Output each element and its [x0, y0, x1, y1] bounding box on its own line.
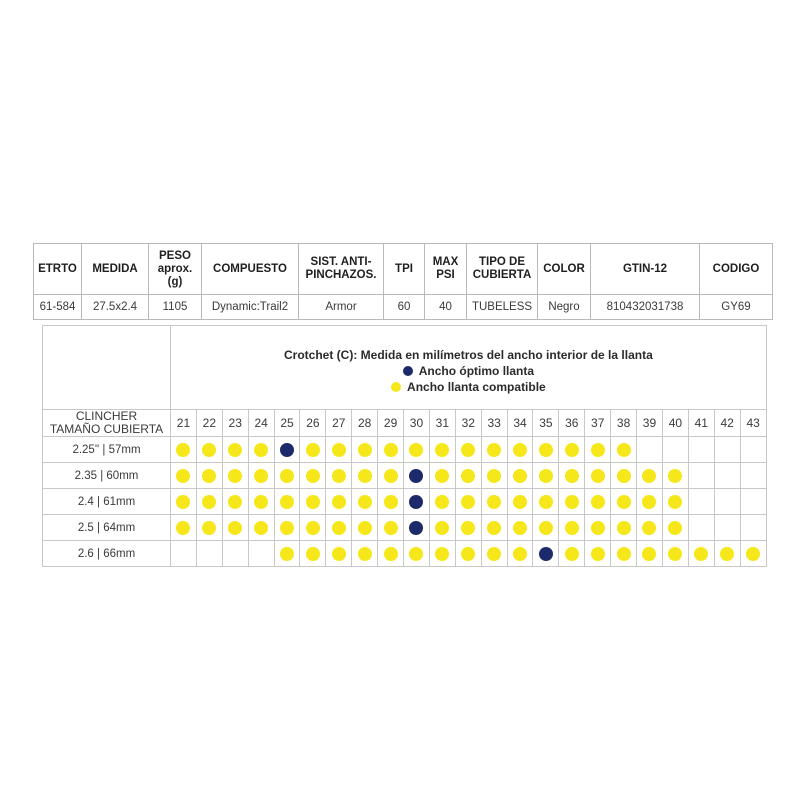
- compatible-width-dot: [176, 469, 190, 483]
- compat-cell: [196, 515, 222, 541]
- compat-cell: [455, 437, 481, 463]
- legend-cell: [171, 326, 767, 410]
- rim-width-header: 35: [533, 410, 559, 437]
- compatible-width-dot: [202, 443, 216, 457]
- compat-cell: [300, 515, 326, 541]
- compat-cell: [248, 541, 274, 567]
- compat-cell: [533, 437, 559, 463]
- rim-compatibility-grid: [42, 325, 767, 567]
- spec-value: GY69: [700, 295, 773, 320]
- tire-size-label: 2.35 | 60mm: [43, 463, 171, 489]
- spec-header: PESO aprox. (g): [149, 244, 202, 295]
- compat-cell: [559, 463, 585, 489]
- width-header-row: [43, 410, 767, 437]
- tire-size-label: TAMAÑO CUBIERTA: [49, 422, 164, 436]
- tire-size-label: 2.6 | 66mm: [43, 541, 171, 567]
- compat-cell: [196, 541, 222, 567]
- spec-header-row: [34, 244, 773, 295]
- compat-cell: [171, 515, 197, 541]
- compatible-width-dot: [617, 547, 631, 561]
- compat-cell: [171, 437, 197, 463]
- compat-cell: [300, 463, 326, 489]
- optimal-width-dot: [409, 495, 423, 509]
- compatible-width-dot: [668, 547, 682, 561]
- tire-size-row: [43, 463, 767, 489]
- spec-header: COMPUESTO: [202, 244, 299, 295]
- compat-cell: [300, 489, 326, 515]
- navy-dot-icon: [403, 366, 413, 376]
- optimal-width-dot: [539, 547, 553, 561]
- compat-cell: [222, 541, 248, 567]
- compatible-width-dot: [487, 547, 501, 561]
- compat-cell: [274, 489, 300, 515]
- compatible-width-dot: [358, 443, 372, 457]
- compat-cell: [533, 463, 559, 489]
- compatible-width-dot: [591, 469, 605, 483]
- compat-cell: [171, 489, 197, 515]
- rim-width-header: 38: [611, 410, 637, 437]
- compat-cell: [326, 489, 352, 515]
- spec-header: SIST. ANTI- PINCHAZOS.: [299, 244, 384, 295]
- rim-width-header: 33: [481, 410, 507, 437]
- compat-cell: [637, 541, 663, 567]
- compatible-width-dot: [435, 547, 449, 561]
- compatible-width-dot: [228, 469, 242, 483]
- compatible-width-dot: [384, 547, 398, 561]
- compat-cell: [714, 541, 740, 567]
- compat-cell: [740, 489, 766, 515]
- compatible-width-dot: [435, 469, 449, 483]
- compatible-width-dot: [513, 443, 527, 457]
- compat-cell: [507, 541, 533, 567]
- compat-cell: [533, 489, 559, 515]
- compat-cell: [300, 541, 326, 567]
- compatible-width-dot: [358, 547, 372, 561]
- compat-cell: [585, 541, 611, 567]
- compat-cell: [196, 489, 222, 515]
- compat-cell: [352, 437, 378, 463]
- spec-value: 60: [384, 295, 425, 320]
- compatible-width-dot: [487, 443, 501, 457]
- compatible-width-dot: [487, 495, 501, 509]
- compat-cell: [740, 541, 766, 567]
- compatible-width-dot: [254, 521, 268, 535]
- compatible-width-dot: [435, 443, 449, 457]
- compat-cell: [171, 463, 197, 489]
- compat-cell: [455, 463, 481, 489]
- compat-cell: [559, 489, 585, 515]
- spec-value: Armor: [299, 295, 384, 320]
- tire-size-row: [43, 489, 767, 515]
- legend-optimal-label: Ancho óptimo llanta: [418, 364, 535, 378]
- compat-cell: [481, 515, 507, 541]
- compat-cell: [248, 489, 274, 515]
- compat-cell: [637, 437, 663, 463]
- compat-cell: [714, 515, 740, 541]
- rim-width-header: 43: [740, 410, 766, 437]
- spec-value: 61-584: [34, 295, 82, 320]
- rim-width-header: 39: [637, 410, 663, 437]
- compat-cell: [611, 463, 637, 489]
- spec-header: CODIGO: [700, 244, 773, 295]
- compatible-width-dot: [384, 521, 398, 535]
- optimal-width-dot: [409, 521, 423, 535]
- compatible-width-dot: [306, 495, 320, 509]
- legend-row: [43, 326, 767, 410]
- optimal-width-dot: [409, 469, 423, 483]
- compatible-width-dot: [461, 443, 475, 457]
- compatible-width-dot: [668, 521, 682, 535]
- spec-header: COLOR: [538, 244, 591, 295]
- compatible-width-dot: [617, 443, 631, 457]
- compatible-width-dot: [384, 443, 398, 457]
- compat-cell: [352, 515, 378, 541]
- compatible-width-dot: [332, 443, 346, 457]
- compatible-width-dot: [332, 547, 346, 561]
- compat-cell: [404, 489, 430, 515]
- compatible-width-dot: [513, 469, 527, 483]
- rim-width-header: 22: [196, 410, 222, 437]
- rim-width-header: 28: [352, 410, 378, 437]
- compatible-width-dot: [591, 495, 605, 509]
- compat-cell: [585, 515, 611, 541]
- compat-cell: [637, 489, 663, 515]
- compat-cell: [326, 463, 352, 489]
- compat-cell: [300, 437, 326, 463]
- rim-width-header: 36: [559, 410, 585, 437]
- compat-cell: [404, 515, 430, 541]
- spec-header: ETRTO: [34, 244, 82, 295]
- spec-header: TPI: [384, 244, 425, 295]
- compat-cell: [662, 541, 688, 567]
- compat-cell: [481, 489, 507, 515]
- spec-table: [33, 243, 773, 320]
- compatible-width-dot: [358, 495, 372, 509]
- compatible-width-dot: [176, 521, 190, 535]
- rim-width-header: 26: [300, 410, 326, 437]
- compat-cell: [378, 489, 404, 515]
- compat-cell: [429, 515, 455, 541]
- compat-cell: [455, 515, 481, 541]
- compatible-width-dot: [642, 469, 656, 483]
- compatible-width-dot: [668, 469, 682, 483]
- compatible-width-dot: [513, 521, 527, 535]
- compat-cell: [274, 541, 300, 567]
- compatible-width-dot: [513, 547, 527, 561]
- rim-width-header: 27: [326, 410, 352, 437]
- compat-cell: [740, 437, 766, 463]
- compat-cell: [611, 489, 637, 515]
- grid-corner: [43, 326, 171, 410]
- compatible-width-dot: [306, 547, 320, 561]
- compat-cell: [222, 489, 248, 515]
- tire-size-row: [43, 437, 767, 463]
- compatible-width-dot: [202, 521, 216, 535]
- compat-cell: [404, 437, 430, 463]
- compat-cell: [533, 541, 559, 567]
- compatible-width-dot: [306, 443, 320, 457]
- spec-value: 810432031738: [591, 295, 700, 320]
- compat-cell: [688, 515, 714, 541]
- compatible-width-dot: [228, 521, 242, 535]
- compat-cell: [352, 541, 378, 567]
- compatible-width-dot: [539, 469, 553, 483]
- compatible-width-dot: [565, 495, 579, 509]
- compatible-width-dot: [539, 495, 553, 509]
- compat-cell: [585, 437, 611, 463]
- compat-cell: [740, 463, 766, 489]
- compatible-width-dot: [202, 495, 216, 509]
- compatible-width-dot: [746, 547, 760, 561]
- compat-cell: [222, 463, 248, 489]
- compat-cell: [688, 489, 714, 515]
- spec-value: 27.5x2.4: [82, 295, 149, 320]
- compatible-width-dot: [228, 443, 242, 457]
- compat-cell: [611, 437, 637, 463]
- compat-cell: [455, 489, 481, 515]
- compat-cell: [481, 437, 507, 463]
- compatible-width-dot: [668, 495, 682, 509]
- compatible-width-dot: [487, 469, 501, 483]
- spec-header: MAX PSI: [425, 244, 467, 295]
- compat-cell: [585, 463, 611, 489]
- compat-cell: [196, 437, 222, 463]
- compatible-width-dot: [384, 469, 398, 483]
- compatible-width-dot: [539, 443, 553, 457]
- tire-size-label: 2.5 | 64mm: [43, 515, 171, 541]
- compatible-width-dot: [176, 495, 190, 509]
- spec-value: Dynamic:Trail2: [202, 295, 299, 320]
- rim-width-header: 29: [378, 410, 404, 437]
- compat-cell: [559, 437, 585, 463]
- rim-width-header: 37: [585, 410, 611, 437]
- compatible-width-dot: [280, 469, 294, 483]
- rim-width-header: 34: [507, 410, 533, 437]
- compat-cell: [559, 515, 585, 541]
- compat-cell: [714, 437, 740, 463]
- compatible-width-dot: [358, 521, 372, 535]
- compat-cell: [248, 437, 274, 463]
- compat-cell: [688, 541, 714, 567]
- compatible-width-dot: [487, 521, 501, 535]
- compatible-width-dot: [513, 495, 527, 509]
- compatible-width-dot: [202, 469, 216, 483]
- compat-cell: [352, 489, 378, 515]
- compatible-width-dot: [254, 495, 268, 509]
- compatible-width-dot: [280, 547, 294, 561]
- compatible-width-dot: [565, 443, 579, 457]
- legend-compatible-label: Ancho llanta compatible: [407, 380, 546, 394]
- compat-cell: [637, 463, 663, 489]
- spec-header: TIPO DE CUBIERTA: [467, 244, 538, 295]
- rim-width-header: 40: [662, 410, 688, 437]
- compat-cell: [688, 437, 714, 463]
- compatible-width-dot: [617, 495, 631, 509]
- rim-width-header: 42: [714, 410, 740, 437]
- compatible-width-dot: [642, 495, 656, 509]
- spec-value-row: [34, 295, 773, 320]
- compatible-width-dot: [642, 547, 656, 561]
- compat-cell: [429, 489, 455, 515]
- compatible-width-dot: [565, 521, 579, 535]
- compat-cell: [404, 541, 430, 567]
- compat-cell: [611, 515, 637, 541]
- legend-compatible: [171, 379, 766, 395]
- compatible-width-dot: [228, 495, 242, 509]
- compatible-width-dot: [306, 521, 320, 535]
- compat-cell: [662, 463, 688, 489]
- compatible-width-dot: [332, 495, 346, 509]
- compatible-width-dot: [409, 547, 423, 561]
- compat-cell: [714, 463, 740, 489]
- spec-header: GTIN-12: [591, 244, 700, 295]
- compatible-width-dot: [254, 443, 268, 457]
- compat-cell: [274, 515, 300, 541]
- compat-cell: [688, 463, 714, 489]
- compatible-width-dot: [280, 495, 294, 509]
- compat-cell: [507, 489, 533, 515]
- compat-cell: [429, 463, 455, 489]
- compat-cell: [326, 437, 352, 463]
- compatible-width-dot: [461, 495, 475, 509]
- rim-width-header: 25: [274, 410, 300, 437]
- rim-width-header: 21: [171, 410, 197, 437]
- rim-width-header: 23: [222, 410, 248, 437]
- rim-width-header: 32: [455, 410, 481, 437]
- compatible-width-dot: [384, 495, 398, 509]
- tire-size-row: [43, 541, 767, 567]
- compatible-width-dot: [254, 469, 268, 483]
- compatible-width-dot: [565, 547, 579, 561]
- compat-cell: [662, 437, 688, 463]
- compatible-width-dot: [591, 521, 605, 535]
- compat-cell: [662, 489, 688, 515]
- compat-cell: [378, 437, 404, 463]
- compatible-width-dot: [591, 547, 605, 561]
- compat-cell: [481, 463, 507, 489]
- compatible-width-dot: [461, 521, 475, 535]
- compat-cell: [533, 515, 559, 541]
- compatible-width-dot: [332, 521, 346, 535]
- tire-size-label: 2.4 | 61mm: [43, 489, 171, 515]
- compat-cell: [429, 437, 455, 463]
- compat-cell: [507, 515, 533, 541]
- compat-cell: [455, 541, 481, 567]
- optimal-width-dot: [280, 443, 294, 457]
- compat-cell: [378, 541, 404, 567]
- compat-cell: [714, 489, 740, 515]
- compat-cell: [196, 463, 222, 489]
- compat-cell: [378, 463, 404, 489]
- compatible-width-dot: [694, 547, 708, 561]
- compat-cell: [222, 437, 248, 463]
- compatible-width-dot: [358, 469, 372, 483]
- compat-cell: [222, 515, 248, 541]
- rim-width-header: 41: [688, 410, 714, 437]
- compat-cell: [352, 463, 378, 489]
- spec-header: MEDIDA: [82, 244, 149, 295]
- compat-cell: [611, 541, 637, 567]
- compat-cell: [481, 541, 507, 567]
- compatible-width-dot: [617, 521, 631, 535]
- grid-title: Crotchet (C): Medida en milímetros del ancho interior de la llanta: [284, 348, 653, 362]
- rim-width-header: 30: [404, 410, 430, 437]
- compatible-width-dot: [332, 469, 346, 483]
- compat-cell: [404, 463, 430, 489]
- clincher-label: CLINCHER: [75, 409, 138, 423]
- rim-width-header: 24: [248, 410, 274, 437]
- compatible-width-dot: [409, 443, 423, 457]
- legend-optimal: [171, 363, 766, 379]
- compat-cell: [507, 437, 533, 463]
- compat-cell: [274, 463, 300, 489]
- compatible-width-dot: [617, 469, 631, 483]
- compatible-width-dot: [720, 547, 734, 561]
- compat-cell: [326, 541, 352, 567]
- compatible-width-dot: [461, 547, 475, 561]
- rim-width-header: 31: [429, 410, 455, 437]
- compatible-width-dot: [591, 443, 605, 457]
- compat-cell: [662, 515, 688, 541]
- compat-cell: [248, 515, 274, 541]
- compatible-width-dot: [176, 443, 190, 457]
- compat-cell: [248, 463, 274, 489]
- compat-cell: [274, 437, 300, 463]
- clincher-size-header: [43, 410, 171, 437]
- tire-size-label: 2.25'' | 57mm: [43, 437, 171, 463]
- compat-cell: [507, 463, 533, 489]
- compatible-width-dot: [280, 521, 294, 535]
- spec-value: 1105: [149, 295, 202, 320]
- compatible-width-dot: [306, 469, 320, 483]
- compat-cell: [378, 515, 404, 541]
- compat-cell: [740, 515, 766, 541]
- compatible-width-dot: [461, 469, 475, 483]
- compatible-width-dot: [642, 521, 656, 535]
- yellow-dot-icon: [391, 382, 401, 392]
- compat-cell: [326, 515, 352, 541]
- compatible-width-dot: [435, 521, 449, 535]
- tire-size-row: [43, 515, 767, 541]
- compat-cell: [585, 489, 611, 515]
- compatible-width-dot: [435, 495, 449, 509]
- compatible-width-dot: [539, 521, 553, 535]
- spec-value: TUBELESS: [467, 295, 538, 320]
- legend: [171, 347, 766, 395]
- compat-cell: [637, 515, 663, 541]
- compat-cell: [171, 541, 197, 567]
- compat-cell: [559, 541, 585, 567]
- compatible-width-dot: [565, 469, 579, 483]
- spec-value: 40: [425, 295, 467, 320]
- compat-cell: [429, 541, 455, 567]
- spec-value: Negro: [538, 295, 591, 320]
